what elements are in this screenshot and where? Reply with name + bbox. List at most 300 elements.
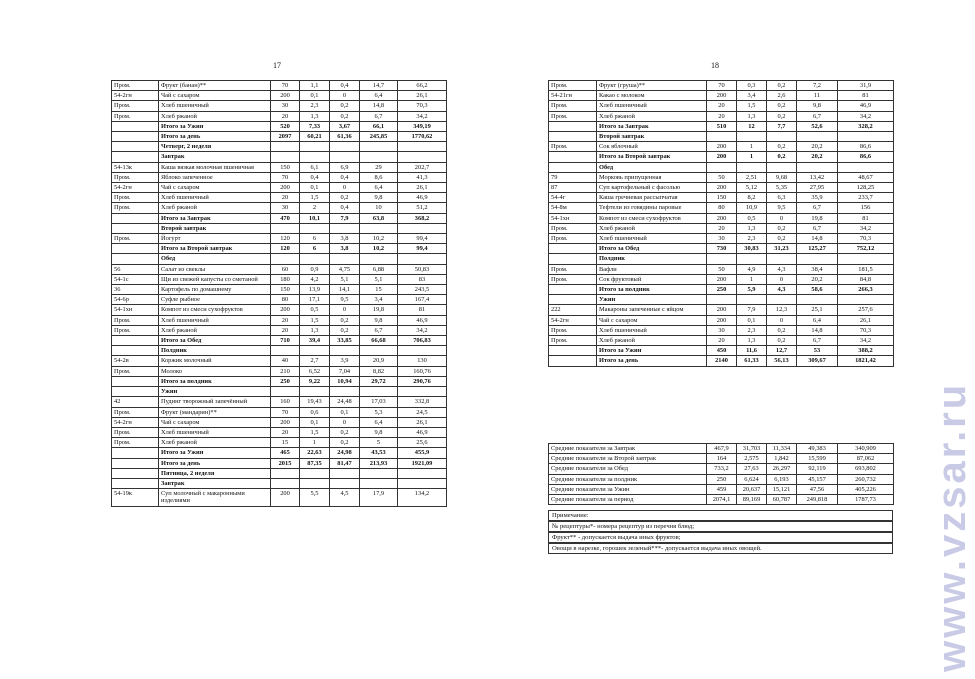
value-cell: 11 (797, 91, 838, 101)
table-row (112, 183, 447, 193)
value-cell: 1,1 (300, 81, 330, 91)
value-cell (707, 254, 737, 264)
dish-name-cell: Каша вязкая молочная пшеничная (159, 162, 271, 172)
value-cell (767, 254, 797, 264)
dish-name-cell: Чай с сахаром (159, 91, 271, 101)
table-row (112, 234, 447, 244)
table-row (112, 274, 447, 284)
recipe-number-cell (549, 295, 597, 305)
value-cell: 3,4 (360, 295, 398, 305)
dish-name-cell: Завтрак (159, 478, 271, 488)
table-row (549, 325, 894, 335)
value-cell: 6 (300, 244, 330, 254)
value-cell: 0,2 (767, 142, 797, 152)
table-row (549, 305, 894, 315)
value-cell (360, 346, 398, 356)
dish-name-cell: Хлеб пшеничный (597, 234, 707, 244)
value-cell: 46,9 (398, 193, 447, 203)
table-row (112, 478, 447, 488)
value-cell (271, 478, 300, 488)
value-cell: 455,9 (398, 448, 447, 458)
table-row (549, 264, 894, 274)
value-cell (300, 254, 330, 264)
dish-name-cell: Итого за полдник (597, 285, 707, 295)
value-cell: 3,9 (330, 356, 360, 366)
value-cell (271, 254, 300, 264)
table-row (112, 366, 447, 376)
value-cell: 200 (271, 183, 300, 193)
dish-name-cell: Хлеб пшеничный (159, 193, 271, 203)
value-cell: 1821,42 (838, 356, 894, 366)
value-cell (797, 132, 838, 142)
value-cell: 35,9 (797, 193, 838, 203)
recipe-number-cell (112, 152, 159, 162)
page-number-right: 18 (711, 61, 719, 70)
table-row (112, 162, 447, 172)
recipe-number-cell: Пром. (112, 193, 159, 203)
value-cell: 10,2 (360, 244, 398, 254)
note-line: Овощи в нарезке, горошек зеленый***- допускается выдача иных овощей. (548, 543, 893, 554)
value-cell: 1,3 (737, 223, 767, 233)
recipe-number-cell: 79 (549, 172, 597, 182)
table-row (549, 203, 894, 213)
average-value-cell: 60,787 (767, 495, 797, 505)
recipe-number-cell: 54-2гн (112, 91, 159, 101)
average-value-cell: 340,909 (838, 444, 894, 454)
value-cell (300, 223, 330, 233)
value-cell: 6,1 (300, 162, 330, 172)
value-cell (360, 142, 398, 152)
value-cell: 160,76 (398, 366, 447, 376)
value-cell: 20 (271, 325, 300, 335)
value-cell: 17,03 (360, 397, 398, 407)
value-cell: 266,3 (838, 285, 894, 295)
value-cell: 14,8 (797, 234, 838, 244)
recipe-number-cell: Пром. (112, 111, 159, 121)
averages-table (548, 443, 894, 505)
recipe-number-cell (112, 142, 159, 152)
dish-name-cell: Итого за день (159, 132, 271, 142)
value-cell: 30,83 (737, 244, 767, 254)
recipe-number-cell: Пром. (549, 111, 597, 121)
average-label-cell: Средние показатели за Второй завтрак (549, 454, 707, 464)
value-cell: 2,3 (737, 234, 767, 244)
value-cell: 2,3 (300, 101, 330, 111)
value-cell: 200 (707, 183, 737, 193)
value-cell: 200 (707, 91, 737, 101)
value-cell (707, 295, 737, 305)
dish-name-cell: Ужин (159, 387, 271, 397)
value-cell: 5,12 (737, 183, 767, 193)
table-row (549, 162, 894, 172)
recipe-number-cell (549, 254, 597, 264)
table-row (112, 346, 447, 356)
value-cell: 202,7 (398, 162, 447, 172)
value-cell: 20,9 (360, 356, 398, 366)
dish-name-cell: Картофель по домашнему (159, 285, 271, 295)
dish-name-cell: Молоко (159, 366, 271, 376)
value-cell: 0 (767, 274, 797, 284)
note-line: № рецептуры*- номера рецептур из перечня блюд; (548, 521, 893, 532)
average-value-cell: 26,297 (767, 464, 797, 474)
value-cell: 14,8 (797, 325, 838, 335)
average-value-cell: 260,732 (838, 474, 894, 484)
recipe-number-cell: 42 (112, 397, 159, 407)
value-cell: 26,1 (838, 315, 894, 325)
recipe-number-cell (112, 213, 159, 223)
value-cell: 120 (271, 244, 300, 254)
table-row (112, 203, 447, 213)
value-cell: 60,21 (300, 132, 330, 142)
dish-name-cell: Итого за Ужин (159, 121, 271, 131)
recipe-number-cell (112, 468, 159, 478)
value-cell: 46,9 (398, 315, 447, 325)
value-cell: 19,8 (797, 213, 838, 223)
value-cell (767, 132, 797, 142)
dish-name-cell: Чай с сахаром (597, 315, 707, 325)
value-cell: 0,2 (330, 315, 360, 325)
value-cell: 200 (271, 417, 300, 427)
value-cell: 8,2 (737, 193, 767, 203)
dish-name-cell: Чай с сахаром (159, 183, 271, 193)
dish-name-cell: Суп картофельный с фасолью (597, 183, 707, 193)
dish-name-cell: Ужин (597, 295, 707, 305)
value-cell (767, 162, 797, 172)
recipe-number-cell (112, 244, 159, 254)
value-cell: 1,5 (300, 427, 330, 437)
table-row (112, 121, 447, 131)
recipe-number-cell: 54-6р (112, 295, 159, 305)
value-cell: 6,7 (797, 336, 838, 346)
value-cell: 70 (271, 172, 300, 182)
value-cell: 13,42 (797, 172, 838, 182)
recipe-number-cell (112, 121, 159, 131)
value-cell (360, 468, 398, 478)
recipe-number-cell (112, 376, 159, 386)
value-cell: 6,7 (797, 111, 838, 121)
value-cell: 0 (767, 213, 797, 223)
value-cell: 58,6 (797, 285, 838, 295)
recipe-number-cell: 54-1с (112, 274, 159, 284)
value-cell: 245,85 (360, 132, 398, 142)
value-cell: 0,9 (300, 264, 330, 274)
value-cell: 66,68 (360, 336, 398, 346)
average-row (549, 474, 894, 484)
table-row (549, 132, 894, 142)
value-cell (300, 468, 330, 478)
value-cell: 10,2 (360, 234, 398, 244)
recipe-number-cell: Пром. (112, 325, 159, 335)
recipe-number-cell: Пром. (112, 315, 159, 325)
value-cell: 470 (271, 213, 300, 223)
value-cell: 25,6 (398, 438, 447, 448)
average-label-cell: Средние показатели за Завтрак (549, 444, 707, 454)
recipe-number-cell: Пром. (112, 407, 159, 417)
average-value-cell: 31,703 (737, 444, 767, 454)
value-cell: 257,6 (838, 305, 894, 315)
value-cell: 4,5 (330, 489, 360, 506)
dish-name-cell: Хлеб пшеничный (159, 427, 271, 437)
value-cell (797, 254, 838, 264)
recipe-number-cell (549, 346, 597, 356)
table-row (112, 336, 447, 346)
dish-name-cell: Сок яблочный (597, 142, 707, 152)
value-cell: 34,2 (838, 111, 894, 121)
value-cell: 5,1 (360, 274, 398, 284)
value-cell: 388,2 (838, 346, 894, 356)
value-cell: 1 (737, 274, 767, 284)
recipe-number-cell: Пром. (112, 101, 159, 111)
table-row (549, 91, 894, 101)
dish-name-cell: Хлеб ржаной (597, 223, 707, 233)
average-value-cell: 250 (707, 474, 737, 484)
table-row (549, 213, 894, 223)
dish-name-cell: Коржик молочный (159, 356, 271, 366)
average-value-cell: 11,334 (767, 444, 797, 454)
watermark: www.vzsar.ru (930, 381, 974, 672)
value-cell (330, 142, 360, 152)
recipe-number-cell (112, 478, 159, 488)
value-cell: 1,3 (737, 336, 767, 346)
value-cell: 1,5 (737, 101, 767, 111)
value-cell: 20,2 (797, 274, 838, 284)
average-value-cell: 15,599 (797, 454, 838, 464)
table-row (549, 223, 894, 233)
dish-name-cell: Полдник (597, 254, 707, 264)
value-cell: 180 (271, 274, 300, 284)
value-cell: 81 (838, 91, 894, 101)
value-cell: 309,67 (797, 356, 838, 366)
value-cell: 0,2 (330, 438, 360, 448)
table-row (112, 264, 447, 274)
table-row (112, 91, 447, 101)
table-row (112, 407, 447, 417)
value-cell: 10,1 (300, 213, 330, 223)
value-cell: 70 (707, 81, 737, 91)
table-row (112, 489, 447, 506)
table-row (112, 213, 447, 223)
value-cell (300, 387, 330, 397)
value-cell: 9,68 (767, 172, 797, 182)
dish-name-cell: Хлеб ржаной (597, 336, 707, 346)
dish-name-cell: Хлеб ржаной (159, 111, 271, 121)
value-cell: 3,8 (330, 244, 360, 254)
value-cell (271, 142, 300, 152)
average-value-cell: 164 (707, 454, 737, 464)
value-cell: 1,3 (737, 111, 767, 121)
value-cell: 3,8 (330, 234, 360, 244)
value-cell: 20 (707, 101, 737, 111)
dish-name-cell: Суп молочный с макаронными изделиями (159, 489, 271, 506)
table-row (112, 142, 447, 152)
average-value-cell: 27,63 (737, 464, 767, 474)
value-cell: 29 (360, 162, 398, 172)
dish-name-cell: Морковь припущенная (597, 172, 707, 182)
value-cell: 20 (271, 427, 300, 437)
value-cell (300, 478, 330, 488)
dish-name-cell: Какао с молоком (597, 91, 707, 101)
table-row (112, 387, 447, 397)
value-cell: 86,6 (838, 152, 894, 162)
table-row (549, 254, 894, 264)
value-cell (398, 346, 447, 356)
value-cell: 349,19 (398, 121, 447, 131)
value-cell: 328,2 (838, 121, 894, 131)
table-row (112, 111, 447, 121)
table-row (549, 193, 894, 203)
table-row (112, 417, 447, 427)
value-cell: 134,2 (398, 489, 447, 506)
average-value-cell: 405,226 (838, 484, 894, 494)
value-cell: 0,2 (767, 152, 797, 162)
value-cell: 4,3 (767, 285, 797, 295)
dish-name-cell: Хлеб ржаной (159, 203, 271, 213)
dish-name-cell: Итого за день (159, 458, 271, 468)
value-cell: 150 (271, 285, 300, 295)
table-row (112, 244, 447, 254)
dish-name-cell: Хлеб пшеничный (597, 325, 707, 335)
value-cell: 84,8 (838, 274, 894, 284)
value-cell: 70,3 (398, 101, 447, 111)
value-cell: 0,3 (737, 81, 767, 91)
average-label-cell: Средние показатели за Обед (549, 464, 707, 474)
value-cell: 0,2 (767, 81, 797, 91)
value-cell: 63,8 (360, 213, 398, 223)
value-cell (360, 223, 398, 233)
value-cell: 2,7 (300, 356, 330, 366)
value-cell: 9,22 (300, 376, 330, 386)
average-value-cell: 459 (707, 484, 737, 494)
recipe-number-cell: Пром. (112, 438, 159, 448)
value-cell: 15 (360, 285, 398, 295)
average-value-cell: 6,193 (767, 474, 797, 484)
dish-name-cell: Полдник (159, 346, 271, 356)
value-cell: 17,1 (300, 295, 330, 305)
average-row (549, 484, 894, 494)
value-cell: 81 (398, 305, 447, 315)
value-cell: 7,9 (737, 305, 767, 315)
value-cell: 6,9 (330, 162, 360, 172)
average-value-cell: 92,119 (797, 464, 838, 474)
value-cell (271, 387, 300, 397)
value-cell: 9,8 (360, 427, 398, 437)
recipe-number-cell: 54-21гн (549, 91, 597, 101)
value-cell: 200 (271, 489, 300, 506)
value-cell: 2,51 (737, 172, 767, 182)
value-cell: 20,2 (797, 152, 838, 162)
recipe-number-cell: Пром. (112, 172, 159, 182)
value-cell: 0,2 (330, 193, 360, 203)
value-cell: 33,85 (330, 336, 360, 346)
recipe-number-cell (549, 132, 597, 142)
value-cell: 56,13 (767, 356, 797, 366)
value-cell: 31,23 (767, 244, 797, 254)
average-label-cell: Средние показатели за Ужин (549, 484, 707, 494)
value-cell (767, 295, 797, 305)
value-cell: 66,2 (398, 81, 447, 91)
value-cell: 61,36 (330, 132, 360, 142)
recipe-number-cell: Пром. (112, 203, 159, 213)
average-value-cell: 47,56 (797, 484, 838, 494)
value-cell: 8,6 (360, 172, 398, 182)
value-cell: 99,4 (398, 234, 447, 244)
average-label-cell: Средние показатели за период (549, 495, 707, 505)
value-cell: 250 (271, 376, 300, 386)
value-cell (398, 254, 447, 264)
value-cell: 0,2 (767, 101, 797, 111)
value-cell (330, 387, 360, 397)
value-cell: 2 (300, 203, 330, 213)
value-cell: 150 (707, 193, 737, 203)
value-cell: 4,2 (300, 274, 330, 284)
value-cell: 9,8 (360, 315, 398, 325)
recipe-number-cell: 56 (112, 264, 159, 274)
value-cell (330, 478, 360, 488)
value-cell: 99,4 (398, 244, 447, 254)
value-cell: 2097 (271, 132, 300, 142)
value-cell: 0,1 (737, 315, 767, 325)
value-cell: 34,2 (398, 325, 447, 335)
dish-name-cell: Хлеб пшеничный (159, 101, 271, 111)
value-cell (330, 223, 360, 233)
average-value-cell: 249,818 (797, 495, 838, 505)
value-cell (398, 387, 447, 397)
dish-name-cell: Четверг, 2 неделя (159, 142, 271, 152)
average-value-cell: 20,637 (737, 484, 767, 494)
value-cell (797, 162, 838, 172)
value-cell: 7,33 (300, 121, 330, 131)
value-cell (737, 254, 767, 264)
table-row (549, 101, 894, 111)
recipe-number-cell (549, 244, 597, 254)
value-cell: 30 (707, 325, 737, 335)
value-cell: 81 (838, 213, 894, 223)
value-cell: 150 (271, 162, 300, 172)
table-row (549, 142, 894, 152)
value-cell: 0,2 (330, 325, 360, 335)
value-cell: 15 (271, 438, 300, 448)
value-cell: 4,9 (737, 264, 767, 274)
table-row (112, 458, 447, 468)
value-cell (838, 132, 894, 142)
recipe-number-cell: Пром. (549, 234, 597, 244)
value-cell: 6,7 (797, 203, 838, 213)
value-cell: 6,7 (797, 223, 838, 233)
value-cell: 1 (737, 142, 767, 152)
recipe-number-cell (549, 356, 597, 366)
table-row (112, 223, 447, 233)
value-cell (398, 468, 447, 478)
value-cell: 10 (360, 203, 398, 213)
table-row (112, 172, 447, 182)
value-cell: 1,3 (300, 111, 330, 121)
value-cell: 0,2 (330, 427, 360, 437)
dish-name-cell: Обед (159, 254, 271, 264)
table-row (112, 397, 447, 407)
recipe-number-cell: Пром. (549, 264, 597, 274)
value-cell (360, 478, 398, 488)
dish-name-cell: Обед (597, 162, 707, 172)
average-value-cell: 49,383 (797, 444, 838, 454)
dish-name-cell: Яблоко запеченное (159, 172, 271, 182)
value-cell: 80 (271, 295, 300, 305)
value-cell: 87,35 (300, 458, 330, 468)
value-cell: 0,1 (300, 91, 330, 101)
value-cell (737, 162, 767, 172)
value-cell (360, 254, 398, 264)
value-cell (838, 295, 894, 305)
value-cell: 1921,09 (398, 458, 447, 468)
